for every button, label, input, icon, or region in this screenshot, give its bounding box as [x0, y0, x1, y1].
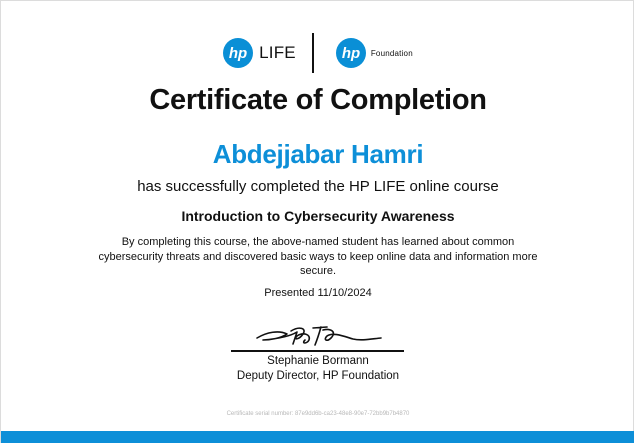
hp-foundation-logo-text: Foundation — [370, 48, 413, 58]
bottom-accent-bar — [1, 431, 634, 443]
hp-foundation-logo — [336, 38, 413, 68]
logo-divider — [312, 33, 314, 73]
svg-text:hp: hp — [341, 45, 360, 62]
signature-icon — [253, 318, 385, 348]
course-name: Introduction to Cybersecurity Awareness — [181, 208, 455, 224]
hp-life-logo-text: LIFE — [259, 43, 296, 62]
svg-text:hp: hp — [228, 45, 248, 62]
signature-line — [231, 350, 404, 352]
presented-date: Presented 11/10/2024 — [264, 287, 372, 299]
signer-name: Stephanie Bormann — [267, 355, 369, 367]
hp-logo-icon — [336, 38, 366, 68]
recipient-name: Abdejjabar Hamri — [212, 139, 424, 169]
certificate-title: Certificate of Completion — [149, 84, 487, 116]
course-description: By completing this course, the above-named student has learned about common cybersecurity threats and discovered basic ways to keep online data and information more secure. — [98, 236, 538, 277]
completion-statement: has successfully completed the HP LIFE online course — [137, 178, 499, 195]
serial-number: Certificate serial number: 87e9dd6b-ca23-48e8-90e7-72bb9b7b4870 — [226, 411, 410, 417]
signer-title: Deputy Director, HP Foundation — [236, 370, 400, 382]
hp-life-logo — [223, 38, 296, 68]
logo-header — [1, 31, 634, 75]
hp-logo-icon — [223, 38, 253, 68]
